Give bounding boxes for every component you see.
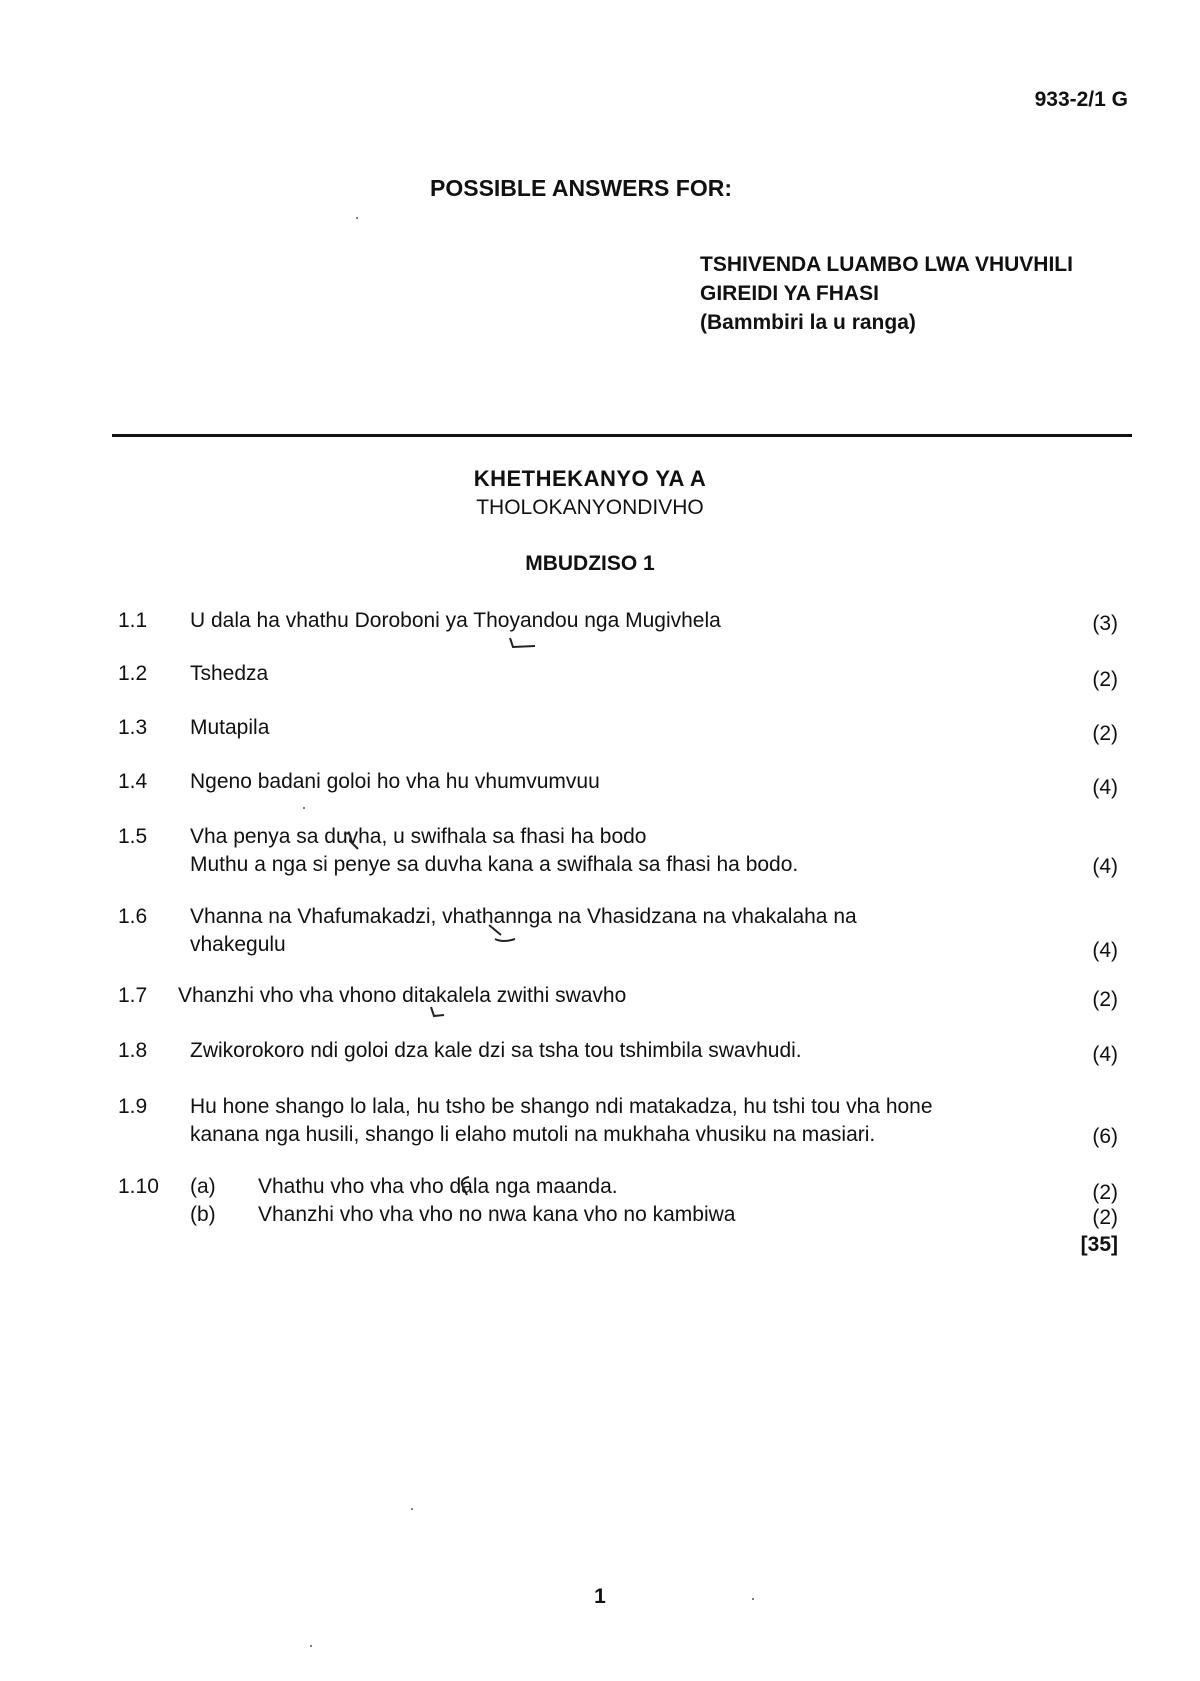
- answer-line: Zwikorokoro ndi goloi dza kale dzi sa tsha tou tshimbila swavhudi.: [190, 1039, 802, 1062]
- question-title: MBUDZISO 1: [525, 552, 655, 575]
- section-header: [300, 466, 880, 520]
- answer-line: Vhanzhi vho vha vhono ditakalela zwithi swavho: [178, 984, 627, 1007]
- paper-line: (Bammbiri la u ranga): [700, 311, 916, 334]
- answer-text: [190, 660, 1030, 688]
- answer-line: Vha penya sa duvha, u swifhala sa fhasi ha bodo: [190, 825, 647, 848]
- answer-item: [118, 1037, 1118, 1077]
- sub-answer-text: Vhathu vho vha vho dala nga maanda.: [258, 1175, 618, 1198]
- answer-line: kanana nga husili, shango li elaho mutoli na mukhaha vhusiku na masiari.: [190, 1123, 876, 1146]
- answer-line: Tshedza: [190, 662, 269, 685]
- answer-mark: (4): [1092, 939, 1118, 962]
- answer-text: [190, 1037, 1030, 1065]
- answer-item: [118, 903, 1118, 967]
- section-subtitle: THOLOKANYONDIVHO: [476, 496, 704, 519]
- answer-mark: (4): [1092, 776, 1118, 799]
- answer-mark: (2): [1092, 722, 1118, 745]
- answer-text: [190, 1093, 1030, 1149]
- scan-speck: [411, 1508, 413, 1510]
- grade-line: GIREIDI YA FHASI: [700, 282, 879, 305]
- answer-mark: (3): [1092, 612, 1118, 635]
- scan-speck: [356, 217, 358, 219]
- sub-answer-label: (a): [190, 1175, 216, 1198]
- answer-number: 1.7: [118, 984, 148, 1007]
- answer-line: Ngeno badani goloi ho vha hu vhumvumvuu: [190, 770, 600, 793]
- sub-answer-text: Vhanzhi vho vha vho no nwa kana vho no kambiwa: [258, 1203, 736, 1226]
- paper-code: 933-2/1 G: [1034, 88, 1128, 111]
- answer-mark: (2): [1092, 1206, 1118, 1229]
- answer-text: [190, 768, 1030, 796]
- sub-answer-label: (b): [190, 1203, 216, 1226]
- header-divider: [112, 434, 1132, 437]
- subject-block: [700, 250, 1073, 337]
- section-title: KHETHEKANYO YA A: [473, 466, 707, 491]
- handwritten-tick-icon: [507, 636, 537, 650]
- answer-number: 1.3: [118, 716, 148, 739]
- answer-mark: (2): [1092, 668, 1118, 691]
- answer-number: 1.6: [118, 905, 148, 928]
- subject-line: TSHIVENDA LUAMBO LWA VHUVHILI: [700, 253, 1073, 276]
- answer-line: Muthu a nga si penye sa duvha kana a swifhala sa fhasi ha bodo.: [190, 853, 799, 876]
- scan-speck: [303, 807, 305, 809]
- answer-mark: (4): [1092, 855, 1118, 878]
- handwritten-tick-icon: [455, 1175, 477, 1199]
- answer-number: 1.9: [118, 1095, 148, 1118]
- scan-speck: [752, 1598, 754, 1600]
- page-number: 1: [594, 1585, 606, 1608]
- answer-line: U dala ha vhathu Doroboni ya Thoyandou nga Mugivhela: [190, 609, 721, 632]
- answer-line: Hu hone shango lo lala, hu tsho be shango ndi matakadza, hu tshi tou vha hone: [190, 1095, 933, 1118]
- answer-number: 1.5: [118, 825, 148, 848]
- answer-text: [178, 982, 1018, 1010]
- answer-item: [118, 1093, 1118, 1157]
- scan-speck: [310, 1645, 312, 1647]
- answer-line: Vhanna na Vhafumakadzi, vhathannga na Vhasidzana na vhakalaha na: [190, 905, 857, 928]
- answer-number: 1.2: [118, 662, 148, 685]
- answer-text: [190, 714, 1030, 742]
- answer-text: [190, 607, 1030, 635]
- answer-mark: (2): [1092, 988, 1118, 1011]
- answer-item: [118, 1173, 1118, 1233]
- answer-text: [190, 823, 1030, 879]
- answer-item: [118, 714, 1118, 754]
- answer-number: 1.4: [118, 770, 148, 793]
- answer-item: [118, 982, 1118, 1022]
- page-heading: POSSIBLE ANSWERS FOR:: [430, 175, 732, 201]
- handwritten-tick-icon: [487, 923, 517, 945]
- handwritten-tick-icon: [428, 1005, 448, 1019]
- handwritten-tick-icon: [340, 831, 364, 853]
- answer-item: [118, 768, 1118, 808]
- answer-item: [118, 823, 1118, 887]
- answer-number: 1.1: [118, 609, 148, 632]
- answer-line: Mutapila: [190, 716, 270, 739]
- answer-mark: (6): [1092, 1125, 1118, 1148]
- answer-item: [118, 660, 1118, 700]
- answer-mark: (2): [1092, 1181, 1118, 1204]
- answer-number: 1.8: [118, 1039, 148, 1062]
- answer-number: 1.10: [118, 1175, 159, 1198]
- answer-mark: (4): [1092, 1043, 1118, 1066]
- answer-line: vhakegulu: [190, 933, 286, 956]
- answer-text: [190, 903, 1030, 959]
- total-marks: [35]: [1080, 1233, 1118, 1256]
- answer-item: [118, 607, 1118, 647]
